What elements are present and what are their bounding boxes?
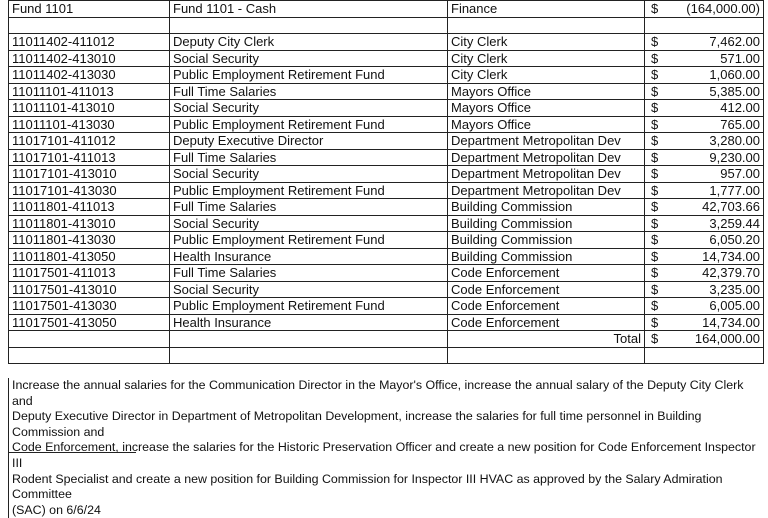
budget-table (8, 0, 764, 364)
total-amount: 164,000.00 (675, 331, 764, 348)
department-cell: Mayors Office (448, 116, 645, 133)
line-description-cell: Full Time Salaries (170, 149, 448, 166)
currency-symbol: $ (645, 215, 675, 232)
line-description-cell: Health Insurance (170, 248, 448, 265)
note-divider (8, 452, 136, 453)
amount-cell: 412.00 (675, 100, 764, 117)
account-cell: 11017501-411013 (9, 265, 170, 282)
table-row (9, 50, 764, 67)
table-row (9, 34, 764, 51)
account-cell: 11017101-413010 (9, 166, 170, 183)
currency-symbol: $ (645, 248, 675, 265)
blank-cell (9, 17, 170, 34)
table-row (9, 298, 764, 315)
line-description-cell: Health Insurance (170, 314, 448, 331)
currency-symbol: $ (645, 67, 675, 84)
amount-cell: 5,385.00 (675, 83, 764, 100)
department-cell: Code Enforcement (448, 281, 645, 298)
note-line: Rodent Specialist and create a new position for Building Commission for Inspector III HVAC as approved by the Salary Admiration Committee (12, 471, 723, 502)
table-row (9, 100, 764, 117)
line-description-cell: Full Time Salaries (170, 265, 448, 282)
currency-symbol: $ (645, 265, 675, 282)
account-cell: 11011402-413010 (9, 50, 170, 67)
note-line: (SAC) on 6/6/24 (12, 502, 101, 517)
amount-cell: 14,734.00 (675, 248, 764, 265)
currency-symbol: $ (645, 149, 675, 166)
account-cell: 11011101-413030 (9, 116, 170, 133)
table-row (9, 215, 764, 232)
department-cell: City Clerk (448, 67, 645, 84)
department-cell: Building Commission (448, 248, 645, 265)
line-description-cell: Full Time Salaries (170, 199, 448, 216)
amount-cell: 6,050.20 (675, 232, 764, 249)
line-description-cell: Social Security (170, 215, 448, 232)
amount-cell: 765.00 (675, 116, 764, 133)
department-cell: Department Metropolitan Dev (448, 182, 645, 199)
department-cell: City Clerk (448, 34, 645, 51)
department-cell: Code Enforcement (448, 298, 645, 315)
department-cell: Mayors Office (448, 100, 645, 117)
account-cell: 11011402-413030 (9, 67, 170, 84)
account-cell: 11017501-413050 (9, 314, 170, 331)
blank-cell (9, 331, 170, 348)
currency-symbol: $ (645, 281, 675, 298)
amount-cell: 14,734.00 (675, 314, 764, 331)
amount-cell: 3,235.00 (675, 281, 764, 298)
table-row (9, 314, 764, 331)
line-description-cell: Deputy Executive Director (170, 133, 448, 150)
department-cell: Code Enforcement (448, 265, 645, 282)
blank-cell (9, 347, 170, 364)
currency-symbol: $ (645, 50, 675, 67)
line-description-cell: Social Security (170, 166, 448, 183)
amount-cell: 42,379.70 (675, 265, 764, 282)
table-row (9, 182, 764, 199)
table-row (9, 67, 764, 84)
table-row (9, 232, 764, 249)
amount-cell: 571.00 (675, 50, 764, 67)
table-row (9, 265, 764, 282)
amount-cell: 6,005.00 (675, 298, 764, 315)
department-cell: Building Commission (448, 215, 645, 232)
currency-symbol: $ (645, 116, 675, 133)
account-cell: 11011801-413050 (9, 248, 170, 265)
header-row (9, 1, 764, 18)
table-row (9, 149, 764, 166)
currency-symbol: $ (645, 314, 675, 331)
account-cell: 11017101-413030 (9, 182, 170, 199)
amount-cell: 7,462.00 (675, 34, 764, 51)
fund-department-cell: Finance (448, 1, 645, 18)
account-cell: 11011101-413010 (9, 100, 170, 117)
account-cell: 11011101-411013 (9, 83, 170, 100)
currency-symbol: $ (645, 133, 675, 150)
blank-cell (170, 347, 448, 364)
blank-cell (645, 347, 675, 364)
currency-symbol: $ (645, 182, 675, 199)
blank-cell (170, 331, 448, 348)
budget-transfer-sheet (8, 0, 764, 364)
account-cell: 11011402-411012 (9, 34, 170, 51)
amount-cell: 1,060.00 (675, 67, 764, 84)
total-row (9, 331, 764, 348)
account-cell: 11011801-413030 (9, 232, 170, 249)
currency-symbol: $ (645, 83, 675, 100)
table-row (9, 116, 764, 133)
amount-cell: 42,703.66 (675, 199, 764, 216)
note-line: Code Enforcement, increase the salaries for the Historic Preservation Officer and create a new position for Code Enforcement Inspector III (12, 440, 756, 470)
line-description-cell: Public Employment Retirement Fund (170, 67, 448, 84)
currency-symbol: $ (645, 331, 675, 348)
line-description-cell: Full Time Salaries (170, 83, 448, 100)
note-line: Increase the annual salaries for the Communication Director in the Mayor's Office, increase the annual salary of the Deputy City Clerk and (12, 378, 744, 408)
budget-table-body (9, 1, 764, 364)
fund-amount-cell: (164,000.00) (675, 1, 764, 18)
department-cell: Mayors Office (448, 83, 645, 100)
line-description-cell: Social Security (170, 100, 448, 117)
account-cell: 11017101-411013 (9, 149, 170, 166)
fund-cell: Fund 1101 (9, 1, 170, 18)
amount-cell: 1,777.00 (675, 182, 764, 199)
table-row (9, 166, 764, 183)
line-description-cell: Social Security (170, 281, 448, 298)
department-cell: Code Enforcement (448, 314, 645, 331)
line-description-cell: Deputy City Clerk (170, 34, 448, 51)
blank-cell (448, 347, 645, 364)
department-cell: Department Metropolitan Dev (448, 166, 645, 183)
table-row (9, 199, 764, 216)
line-description-cell: Public Employment Retirement Fund (170, 298, 448, 315)
account-cell: 11011801-413010 (9, 215, 170, 232)
line-description-cell: Public Employment Retirement Fund (170, 182, 448, 199)
amount-cell: 3,259.44 (675, 215, 764, 232)
table-row (9, 281, 764, 298)
currency-symbol: $ (645, 166, 675, 183)
blank-cell (170, 17, 448, 34)
blank-cell (448, 17, 645, 34)
blank-cell (675, 347, 764, 364)
blank-cell (675, 17, 764, 34)
account-cell: 11017501-413010 (9, 281, 170, 298)
amount-cell: 957.00 (675, 166, 764, 183)
department-cell: Building Commission (448, 232, 645, 249)
account-cell: 11017101-411012 (9, 133, 170, 150)
line-description-cell: Social Security (170, 50, 448, 67)
department-cell: Department Metropolitan Dev (448, 149, 645, 166)
fund-description-cell: Fund 1101 - Cash (170, 1, 448, 18)
department-cell: City Clerk (448, 50, 645, 67)
currency-symbol: $ (645, 100, 675, 117)
amount-cell: 9,230.00 (675, 149, 764, 166)
blank-row (9, 17, 764, 34)
department-cell: Building Commission (448, 199, 645, 216)
blank-row (9, 347, 764, 364)
line-description-cell: Public Employment Retirement Fund (170, 116, 448, 133)
amount-cell: 3,280.00 (675, 133, 764, 150)
currency-symbol: $ (645, 298, 675, 315)
line-description-cell: Public Employment Retirement Fund (170, 232, 448, 249)
currency-symbol: $ (645, 232, 675, 249)
table-row (9, 133, 764, 150)
total-label: Total (448, 331, 645, 348)
description-note (8, 378, 767, 518)
currency-symbol: $ (645, 34, 675, 51)
account-cell: 11011801-411013 (9, 199, 170, 216)
account-cell: 11017501-413030 (9, 298, 170, 315)
blank-cell (645, 17, 675, 34)
currency-symbol: $ (645, 199, 675, 216)
department-cell: Department Metropolitan Dev (448, 133, 645, 150)
table-row (9, 248, 764, 265)
table-row (9, 83, 764, 100)
note-line: Deputy Executive Director in Department of Metropolitan Development, increase the salaries for full time personnel in Building Commission and (12, 409, 702, 439)
currency-symbol: $ (645, 1, 675, 18)
